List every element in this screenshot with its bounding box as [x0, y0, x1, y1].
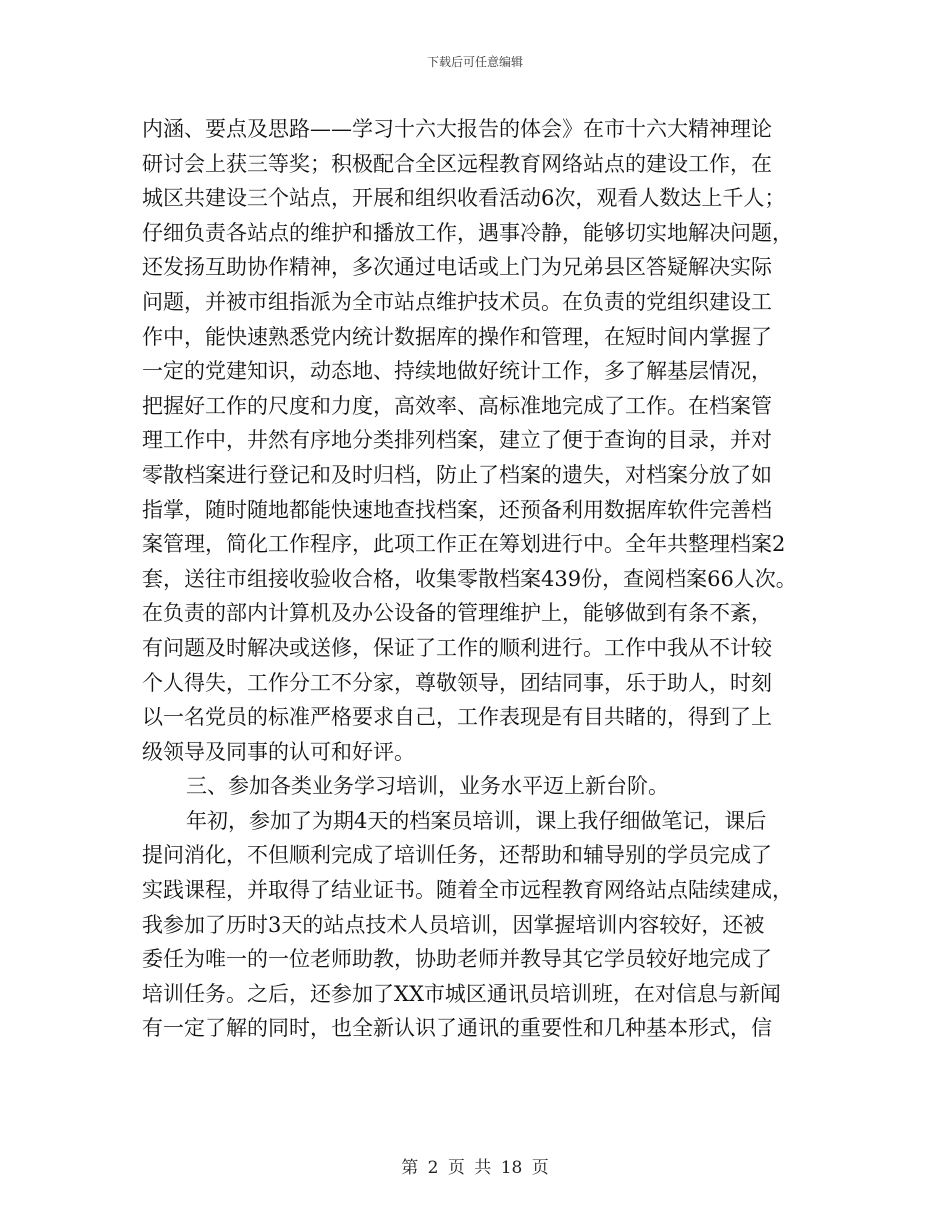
body-line: 级领导及同事的认可和好评。 — [142, 739, 415, 764]
body-line: 仔细负责各站点的维护和播放工作，遇事冷静，能够切实地解决问题， — [142, 220, 793, 245]
body-line: 年初，参加了为期4天的档案员培训，课上我仔细做笔记，课后 — [186, 808, 767, 833]
body-line: 实践课程，并取得了结业证书。随着全市远程教育网络站点陆续建成， — [142, 878, 793, 903]
body-line: 把握好工作的尺度和力度，高效率、高标准地完成了工作。在档案管 — [142, 393, 772, 418]
body-line: 委任为唯一的一位老师助教，协助老师并教导其它学员较好地完成了 — [142, 947, 772, 972]
body-line: 以一名党员的标准严格要求自己，工作表现是有目共睹的，得到了上 — [142, 705, 772, 730]
body-line: 提问消化，不但顺利完成了培训任务，还帮助和辅导别的学员完成了 — [142, 843, 772, 868]
page-number-footer: 第 2 页 共 18 页 — [401, 1158, 549, 1178]
document-body — [142, 112, 822, 1046]
body-line: 问题，并被市组指派为全市站点维护技术员。在负责的党组织建设工 — [142, 289, 772, 314]
body-line: 零散档案进行登记和及时归档，防止了档案的遗失，对档案分放了如 — [142, 462, 772, 487]
body-line: 研讨会上获三等奖；积极配合全区远程教育网络站点的建设工作，在 — [142, 151, 772, 176]
body-line: 理工作中，井然有序地分类排列档案，建立了便于查询的目录，并对 — [142, 428, 772, 453]
body-line: 套，送往市组接收验收合格，收集零散档案439份，查阅档案66人次。 — [142, 566, 797, 591]
body-line: 指掌，随时随地都能快速地查找档案，还预备利用数据库软件完善档 — [142, 497, 772, 522]
body-line: 案管理，简化工作程序，此项工作正在筹划进行中。全年共整理档案2 — [142, 532, 786, 557]
body-line: 有问题及时解决或送修，保证了工作的顺利进行。工作中我从不计较 — [142, 635, 772, 660]
body-line: 培训任务。之后，还参加了XX市城区通讯员培训班，在对信息与新闻 — [142, 981, 781, 1006]
body-line: 作中，能快速熟悉党内统计数据库的操作和管理，在短时间内掌握了 — [142, 324, 772, 349]
body-line: 个人得失，工作分工不分家，尊敬领导，团结同事，乐于助人，时刻 — [142, 670, 772, 695]
body-line: 一定的党建知识，动态地、持续地做好统计工作，多了解基层情况， — [142, 359, 772, 384]
body-line: 还发扬互助协作精神，多次通过电话或上门为兄弟县区答疑解决实际 — [142, 255, 772, 280]
section-heading: 三、参加各类业务学习培训，业务水平迈上新台阶。 — [186, 774, 669, 799]
body-line: 有一定了解的同时，也全新认识了通讯的重要性和几种基本形式，信 — [142, 1016, 772, 1041]
body-line: 城区共建设三个站点，开展和组织收看活动6次，观看人数达上千人； — [142, 186, 786, 211]
page-header: 下载后可任意编辑 — [426, 55, 523, 69]
body-line: 在负责的部内计算机及办公设备的管理维护上，能够做到有条不紊， — [142, 601, 772, 626]
body-line: 我参加了历时3天的站点技术人员培训，因掌握培训内容较好，还被 — [142, 912, 765, 937]
body-line: 内涵、要点及思路——学习十六大报告的体会》在市十六大精神理论 — [142, 117, 772, 141]
